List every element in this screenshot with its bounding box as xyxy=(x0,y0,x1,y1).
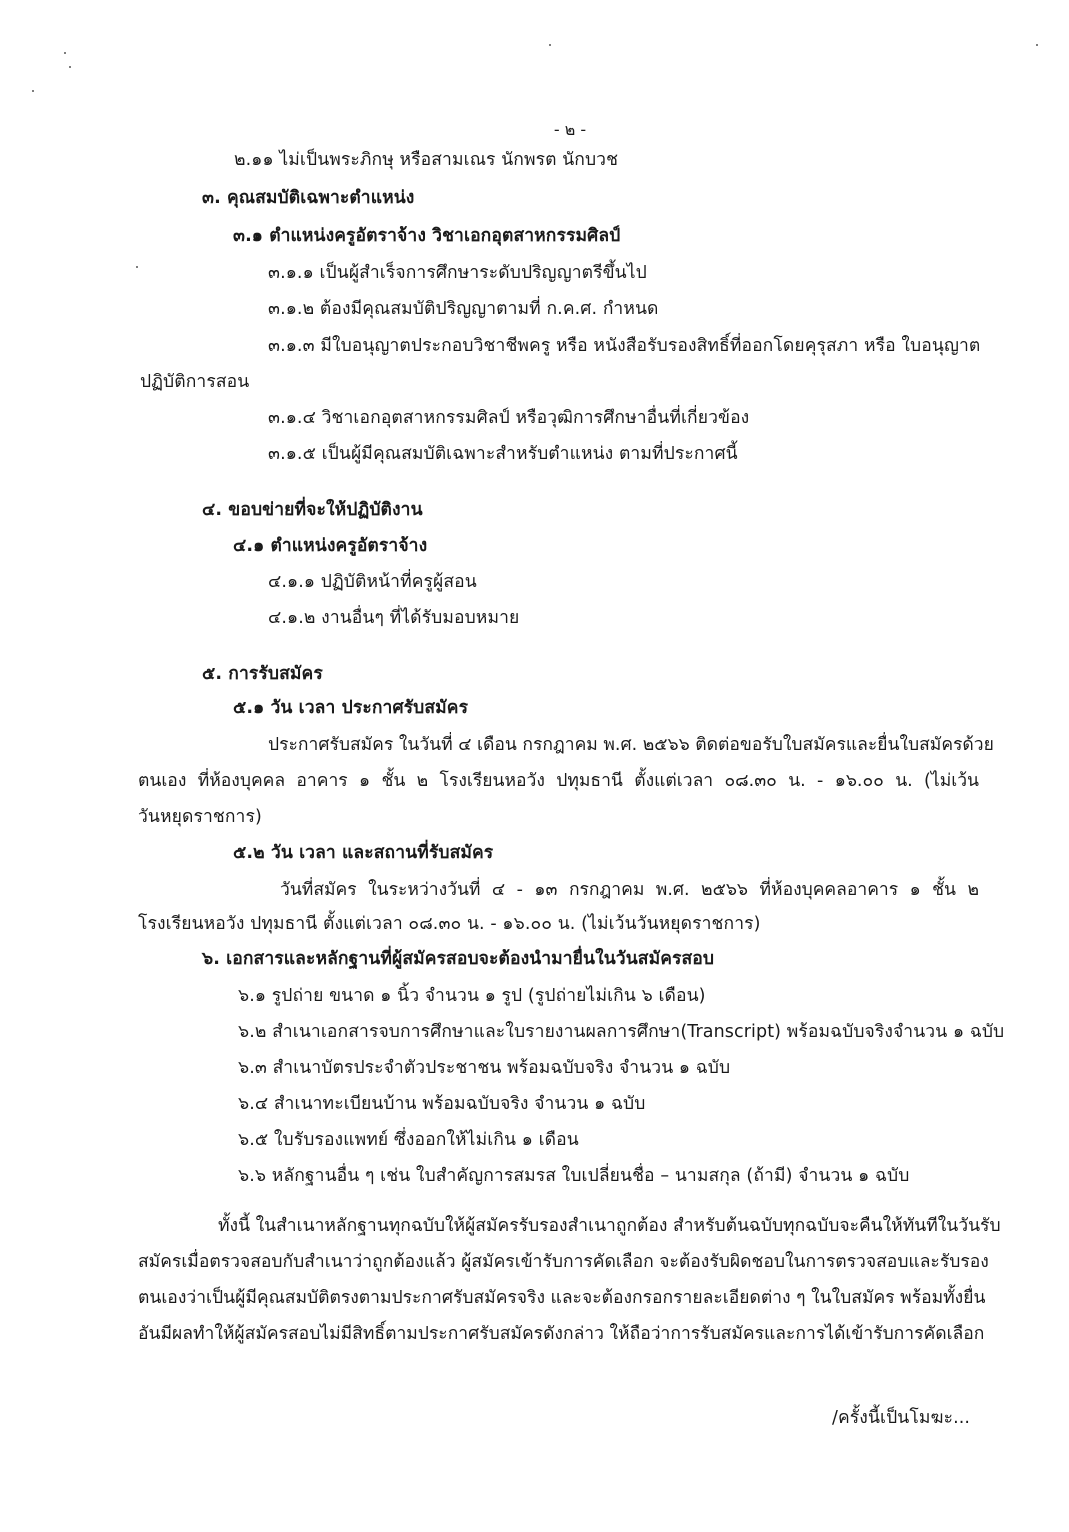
section-5-2-line1: วันที่สมัคร ในระหว่างวันที่ ๔ - ๑๓ กรกฎาคม พ.ศ. ๒๕๖๖ ที่ห้องบุคคลอาคาร ๑ ชั้น ๒ xyxy=(280,880,979,900)
scan-speck xyxy=(549,44,551,46)
item-3-1-1: ๓.๑.๑ เป็นผู้สำเร็จการศึกษาระดับปริญญาตรีขึ้นไป xyxy=(268,263,647,283)
item-3-1-4: ๓.๑.๔ วิชาเอกอุตสาหกรรมศิลป์ หรือวุฒิการศึกษาอื่นที่เกี่ยวข้อง xyxy=(268,408,750,428)
section-5-1-heading: ๕.๑ วัน เวลา ประกาศรับสมัคร xyxy=(233,698,469,718)
scan-speck xyxy=(69,66,71,68)
section-4-heading: ๔. ขอบข่ายที่จะให้ปฏิบัติงาน xyxy=(202,500,423,520)
scan-speck xyxy=(32,90,34,92)
scan-speck xyxy=(136,266,138,268)
closing-line3: ตนเองว่าเป็นผู้มีคุณสมบัติตรงตามประกาศรับสมัครจริง และจะต้องกรอกรายละเอียดต่าง ๆ ในใบสมัคร พร้อมทั้งยื่น xyxy=(138,1288,986,1308)
closing-line1: ทั้งนี้ ในสำเนาหลักฐานทุกฉบับให้ผู้สมัครรับรองสำเนาถูกต้อง สำหรับต้นฉบับทุกฉบับจะคืนให้ทันทีในวันรับ xyxy=(218,1216,1001,1236)
item-4-1-1: ๔.๑.๑ ปฏิบัติหน้าที่ครูผู้สอน xyxy=(268,572,477,592)
scan-speck xyxy=(64,52,66,54)
closing-line4: อันมีผลทำให้ผู้สมัครสอบไม่มีสิทธิ์ตามประกาศรับสมัครดังกล่าว ให้ถือว่าการรับสมัครและการได้เข้ารับการคัดเลือก xyxy=(138,1324,985,1344)
section-3-1-heading: ๓.๑ ตำแหน่งครูอัตราจ้าง วิชาเอกอุตสาหกรรมศิลป์ xyxy=(233,226,621,246)
item-3-1-3-line1: ๓.๑.๓ มีใบอนุญาตประกอบวิชาชีพครู หรือ หนังสือรับรองสิทธิ์ที่ออกโดยคุรุสภา หรือ ใบอนุญาต xyxy=(268,336,981,356)
section-5-1-line3: วันหยุดราชการ) xyxy=(138,807,262,827)
item-6-1: ๖.๑ รูปถ่าย ขนาด ๑ นิ้ว จำนวน ๑ รูป (รูปถ่ายไม่เกิน ๖ เดือน) xyxy=(238,986,706,1006)
section-5-2-line2: โรงเรียนหอวัง ปทุมธานี ตั้งแต่เวลา ๐๘.๓๐ น. - ๑๖.๐๐ น. (ไม่เว้นวันหยุดราชการ) xyxy=(138,914,761,934)
page-number: - ๒ - xyxy=(553,120,587,139)
item-2-11: ๒.๑๑ ไม่เป็นพระภิกษุ หรือสามเณร นักพรต นักบวช xyxy=(234,150,619,170)
item-3-1-2: ๓.๑.๒ ต้องมีคุณสมบัติปริญญาตามที่ ก.ค.ศ. กำหนด xyxy=(268,299,659,319)
section-4-1-heading: ๔.๑ ตำแหน่งครูอัตราจ้าง xyxy=(233,536,428,556)
item-6-5: ๖.๕ ใบรับรองแพทย์ ซึ่งออกให้ไม่เกิน ๑ เดือน xyxy=(238,1130,579,1150)
scan-speck xyxy=(1036,44,1038,46)
section-5-heading: ๕. การรับสมัคร xyxy=(202,664,323,684)
item-4-1-2: ๔.๑.๒ งานอื่นๆ ที่ได้รับมอบหมาย xyxy=(268,608,520,628)
section-5-2-heading: ๕.๒ วัน เวลา และสถานที่รับสมัคร xyxy=(233,843,494,863)
section-6-heading: ๖. เอกสารและหลักฐานที่ผู้สมัครสอบจะต้องนำมายื่นในวันสมัครสอบ xyxy=(202,949,715,969)
item-6-3: ๖.๓ สำเนาบัตรประจำตัวประชาชน พร้อมฉบับจริง จำนวน ๑ ฉบับ xyxy=(238,1058,731,1078)
item-6-4: ๖.๔ สำเนาทะเบียนบ้าน พร้อมฉบับจริง จำนวน ๑ ฉบับ xyxy=(238,1094,646,1114)
section-5-1-line1: ประกาศรับสมัคร ในวันที่ ๔ เดือน กรกฎาคม พ.ศ. ๒๕๖๖ ติดต่อขอรับใบสมัครและยื่นใบสมัครด้วย xyxy=(268,735,994,755)
item-3-1-3-line2: ปฏิบัติการสอน xyxy=(140,372,250,392)
item-3-1-5: ๓.๑.๕ เป็นผู้มีคุณสมบัติเฉพาะสำหรับตำแหน่ง ตามที่ประกาศนี้ xyxy=(268,444,738,464)
item-6-2: ๖.๒ สำเนาเอกสารจบการศึกษาและใบรายงานผลการศึกษา(Transcript) พร้อมฉบับจริงจำนวน ๑ ฉบับ xyxy=(238,1022,1005,1042)
item-6-6: ๖.๖ หลักฐานอื่น ๆ เช่น ใบสำคัญการสมรส ใบเปลี่ยนชื่อ – นามสกุล (ถ้ามี) จำนวน ๑ ฉบับ xyxy=(238,1166,910,1186)
section-5-1-line2: ตนเอง ที่ห้องบุคคล อาคาร ๑ ชั้น ๒ โรงเรียนหอวัง ปทุมธานี ตั้งแต่เวลา ๐๘.๓๐ น. - ๑๖.๐๐ น. (ไม่เว้น xyxy=(138,771,979,791)
section-3-heading: ๓. คุณสมบัติเฉพาะตำแหน่ง xyxy=(202,188,415,208)
continuation-marker: /ครั้งนี้เป็นโมฆะ... xyxy=(832,1408,971,1428)
closing-line2: สมัครเมื่อตรวจสอบกับสำเนาว่าถูกต้องแล้ว ผู้สมัครเข้ารับการคัดเลือก จะต้องรับผิดชอบในการตรวจสอบและรับรอง xyxy=(138,1252,989,1272)
